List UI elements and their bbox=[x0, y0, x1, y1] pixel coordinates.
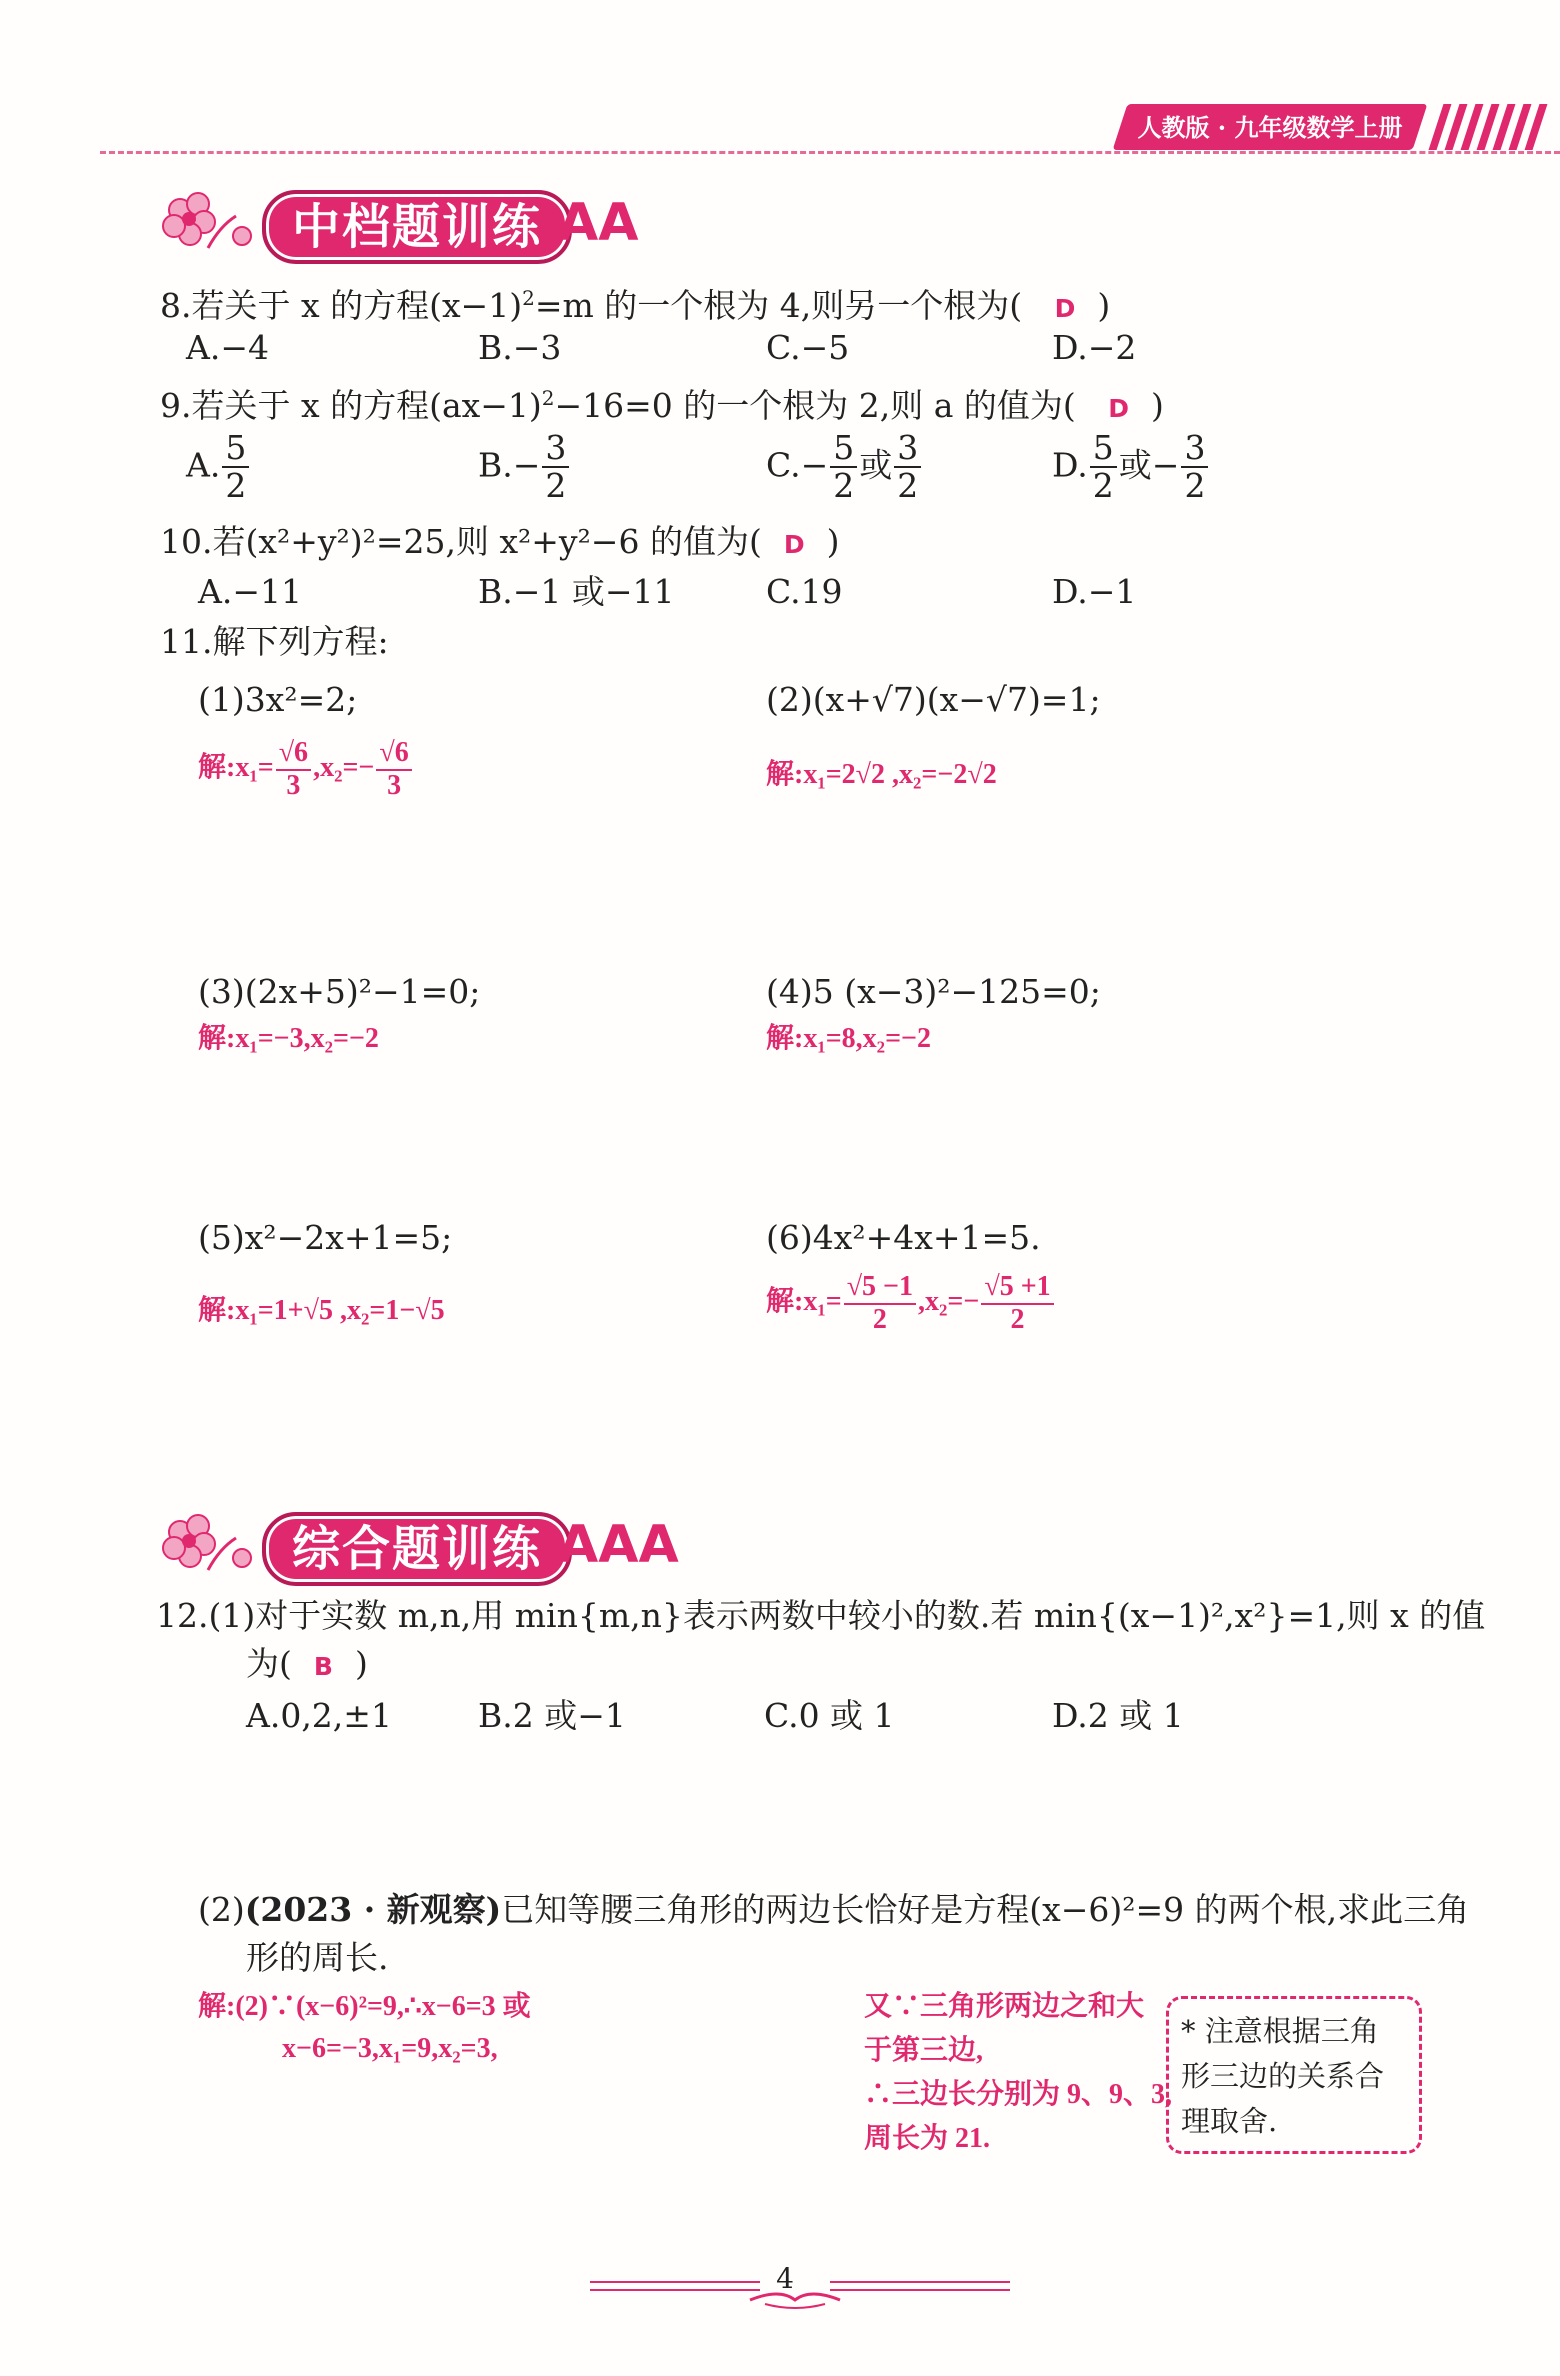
q9-option-d: D. $\frac{5}{2}$ 或− $\frac{3}{2}$ bbox=[1052, 430, 1210, 505]
question-9-stem: 9.若关于 x 的方程$(ax-1)^2-16=0$ 的一个根为 2,则 a 的值为( D ) bbox=[160, 386, 1164, 425]
q11-solution-6: 解:x₁= $\frac{√5 -1}{2}$ ,x₂=− $\frac{√5 +1}{2}$ bbox=[766, 1272, 1056, 1336]
q8-option-d: D.−2 bbox=[1052, 328, 1137, 367]
footer-ornament bbox=[580, 2262, 1020, 2322]
section-level-comprehensive: AAA bbox=[558, 1515, 679, 1575]
q12-part1-line2: 为( B ) bbox=[246, 1644, 368, 1683]
q11-part-2: (2)(x+√7)(x−√7)=1; bbox=[766, 680, 1101, 719]
q11-solution-5: 解:x₁=1+√5 ,x₂=1−√5 bbox=[198, 1295, 445, 1326]
header-divider bbox=[100, 151, 1560, 154]
q8-option-b: B.−3 bbox=[478, 328, 562, 367]
q11-solution-4: 解:x₁=8,x₂=−2 bbox=[766, 1023, 931, 1054]
section-title-medium: 中档题训练 bbox=[262, 190, 572, 264]
q11-solution-2: 解:x₁=2√2 ,x₂=−2√2 bbox=[766, 759, 997, 790]
q12-solution-line4: 于第三边, bbox=[864, 2035, 984, 2066]
q12-part2-line2: 形的周长. bbox=[246, 1938, 389, 1977]
q12-solution-line3: 又∵三角形两边之和大 bbox=[864, 1991, 1145, 2022]
q11-part-3: (3)(2x+5)²−1=0; bbox=[198, 972, 481, 1011]
q12-option-a: A.0,2,±1 bbox=[246, 1696, 392, 1735]
q12-solution-line6: 周长为 21. bbox=[864, 2123, 991, 2154]
q9-option-a: A. $\frac{5}{2}$ bbox=[186, 430, 251, 505]
q12-part2-line1: (2)(2023 · 新观察)已知等腰三角形的两边长恰好是方程(x−6)²=9 的两个根,求此三角 bbox=[198, 1890, 1470, 1929]
q11-solution-1: 解:x₁= $\frac{√6}{3}$ ,x₂=− $\frac{√6}{3}$ bbox=[198, 738, 414, 802]
q11-solution-3: 解:x₁=−3,x₂=−2 bbox=[198, 1023, 379, 1054]
q9-option-c: C.− $\frac{5}{2}$ 或 $\frac{3}{2}$ bbox=[766, 430, 923, 505]
q9-option-b: B.− $\frac{3}{2}$ bbox=[478, 430, 571, 505]
page-number: 4 bbox=[776, 2262, 794, 2295]
q12-part1-line1: 12.(1)对于实数 m,n,用 min{m,n}表示两数中较小的数.若 min{(x−1)²,x²}=1,则 x 的值 bbox=[156, 1596, 1486, 1635]
question-10-stem: 10.若(x²+y²)²=25,则 x²+y²−6 的值为( D ) bbox=[160, 522, 840, 561]
q8-option-a: A.−4 bbox=[186, 328, 269, 367]
flower-icon bbox=[158, 1508, 258, 1588]
q12-option-d: D.2 或 1 bbox=[1052, 1696, 1184, 1735]
q10-option-b: B.−1 或−11 bbox=[478, 572, 675, 611]
q10-option-c: C.19 bbox=[766, 572, 843, 611]
q12-solution-line5: ∴三边长分别为 9、9、3, bbox=[864, 2079, 1173, 2110]
question-8-stem: 8.若关于 x 的方程$(x-1)^2=m$ 的一个根为 4,则另一个根为( D ) bbox=[160, 286, 1111, 325]
q11-part-4: (4)5 (x−3)²−125=0; bbox=[766, 972, 1101, 1011]
q10-option-d: D.−1 bbox=[1052, 572, 1137, 611]
q11-part-5: (5)x²−2x+1=5; bbox=[198, 1218, 453, 1257]
q11-part-1: (1)3x²=2; bbox=[198, 680, 358, 719]
q10-option-a: A.−11 bbox=[198, 572, 302, 611]
q12-solution-line2: x−6=−3,x₁=9,x₂=3, bbox=[282, 2033, 498, 2064]
section-level-medium: AA bbox=[558, 193, 639, 253]
q8-option-c: C.−5 bbox=[766, 328, 850, 367]
q12-option-b: B.2 或−1 bbox=[478, 1696, 626, 1735]
flower-icon bbox=[158, 186, 258, 266]
q12-solution-line1: 解:(2)∵(x−6)²=9,∴x−6=3 或 bbox=[198, 1991, 531, 2022]
section-title-comprehensive: 综合题训练 bbox=[262, 1512, 572, 1586]
header-text: 人教版 · 九年级数学上册 bbox=[1137, 113, 1403, 142]
q12-option-c: C.0 或 1 bbox=[764, 1696, 895, 1735]
q11-part-6: (6)4x²+4x+1=5. bbox=[766, 1218, 1041, 1257]
question-11-stem: 11.解下列方程: bbox=[160, 622, 389, 661]
note-box: * 注意根据三角形三边的关系合理取舍. bbox=[1166, 1996, 1422, 2154]
